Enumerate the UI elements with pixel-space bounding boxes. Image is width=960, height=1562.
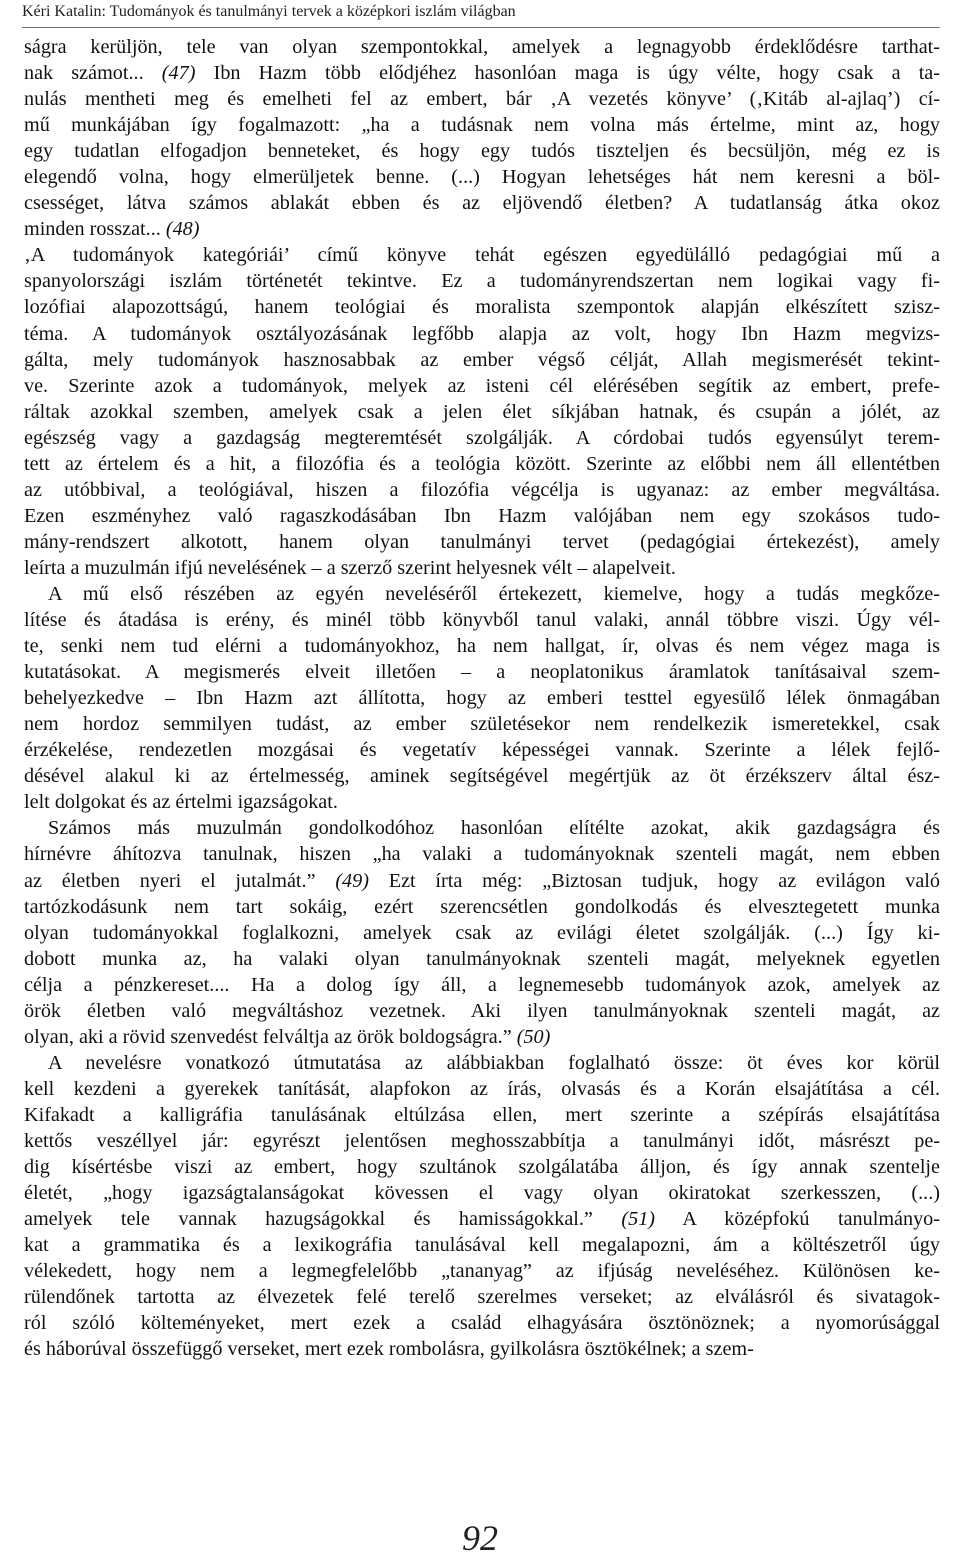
text-fragment: nak számot...: [24, 62, 162, 85]
text-line: [24, 1076, 940, 1102]
text-fragment: lelt dolgokat és az értelmi igazságokat.: [24, 791, 338, 814]
text-fragment: hírnévre áhítozva tanulnak, hiszen „ha valaki a tudományoknak szenteli magát, nem ebben: [24, 843, 940, 866]
text-fragment: ságra kerüljön, tele van olyan szempontokkal, amelyek a legnagyobb érdeklődésre tarthat-: [24, 36, 940, 58]
text-fragment: leírta a muzulmán ifjú nevelésének – a szerző szerint helyesnek vélt – alapelveit.: [24, 556, 676, 579]
footnote-ref: (48): [165, 218, 200, 241]
text-fragment: rülendőnek tartotta az élvezetek felé terelő szerelmes verseket; az elválásról és sivatagok-: [24, 1286, 940, 1309]
text-fragment: désével alakul ki az értelmesség, aminek segítségével megértjük az öt érzékszerv által ész-: [24, 765, 940, 788]
text-fragment: ráltak azokkal szemben, amelyek csak a jelen élet síkjában hatnak, és csupán a jólét, az: [24, 400, 940, 423]
text-line: [24, 1180, 940, 1206]
text-line: [24, 1232, 940, 1258]
text-fragment: amelyek tele vannak hazugságokkal és hamisságokkal.”: [24, 1208, 622, 1231]
text-line: [24, 1336, 940, 1362]
text-line: [24, 268, 940, 294]
text-line: [24, 998, 940, 1024]
text-fragment: az életben nyeri el jutalmát.”: [24, 869, 336, 892]
text-line: [24, 841, 940, 867]
text-line: [24, 633, 940, 659]
text-fragment: és háborúval összefüggő verseket, mert ezek rombolásra, gyilkolásra ösztökélnek; a szem-: [24, 1338, 754, 1361]
body-text: [24, 34, 940, 1362]
text-line: [24, 86, 940, 112]
text-fragment: lítése és átadása is erény, és minél több könyvből tanul valaki, annál többre viszi. Úgy vél-: [24, 609, 940, 632]
text-line: [24, 555, 940, 581]
text-fragment: olyan, aki a rövid szenvedést felváltja az örök boldogságra.”: [24, 1025, 517, 1048]
text-fragment: Kifakadt a kalligráfia tanulásának eltúlzása ellen, mert szerinte a szépírás elsajátítása: [24, 1103, 940, 1126]
text-fragment: A középfokú tanulmányo-: [655, 1208, 940, 1231]
text-line: [24, 347, 940, 373]
text-line: [24, 815, 940, 841]
text-line: [24, 216, 940, 242]
text-line: [24, 373, 940, 399]
text-fragment: életét, „hogy igazságtalanságokat kövessen el vagy olyan okiratokat szerkesszen, (...): [24, 1182, 940, 1205]
text-line: [24, 529, 940, 555]
text-line: [24, 138, 940, 164]
text-fragment: célja a pénzkereset.... Ha a dolog így áll, a legnemesebb tudományok azok, amelyek az: [24, 973, 940, 996]
text-fragment: elegendő volna, hogy elmerüljetek benne. (...) Hogyan lehetséges hát nem keresni a böl-: [24, 166, 940, 189]
text-line: [24, 503, 940, 529]
text-fragment: nem hordoz semmilyen tudást, az ember születésekor nem rendelkezik ismeretekkel, csak: [24, 713, 940, 736]
text-line: [24, 1024, 940, 1050]
text-line: [24, 607, 940, 633]
text-fragment: behelyezkedve – Ibn Hazm azt állította, hogy az emberi testtel egyesülő lélek önmagában: [24, 687, 940, 710]
text-fragment: egészség vagy a gazdagság megteremtését szolgálják. A córdobai tudós egyensúlyt terem-: [24, 426, 940, 449]
text-fragment: Ezt írta még: „Biztosan tudjuk, hogy az evilágon való: [368, 869, 940, 892]
text-fragment: A mű első részében az egyén neveléséről értekezett, kiemelve, hogy a tudás megkőze-: [48, 582, 940, 605]
text-line: [24, 1128, 940, 1154]
text-line: [24, 868, 940, 894]
text-line: [24, 737, 940, 763]
text-line: [24, 763, 940, 789]
text-fragment: Számos más muzulmán gondolkodóhoz hasonlóan elítélte azokat, akik gazdagságra és: [48, 817, 940, 840]
text-line: [24, 1050, 940, 1076]
text-fragment: kell kezdeni a gyerekek tanítását, alapfokon az írás, olvasás és a Korán elsajátítása a cél.: [24, 1077, 940, 1100]
text-line: [24, 685, 940, 711]
text-line: [24, 920, 940, 946]
text-line: [24, 972, 940, 998]
text-fragment: nulás mentheti meg és emelheti fel az embert, bár ‚A vezetés könyve’ (‚Kitáb al-ajlaq’) cí-: [24, 88, 940, 111]
running-title: Kéri Katalin: Tudományok és tanulmányi tervek a középkori iszlám világban: [22, 3, 516, 20]
text-line: [24, 190, 940, 216]
text-line: [24, 34, 940, 60]
text-fragment: ve. Szerinte azok a tudományok, melyek az isteni cél elérésében segítik az embert, prefe-: [24, 374, 940, 397]
text-fragment: spanyolországi iszlám történetét tekintve. Ez a tudományrendszertan nem logikai vagy fi-: [24, 270, 940, 293]
footnote-ref: (49): [335, 869, 369, 892]
text-line: [24, 60, 940, 86]
running-head: [22, 1, 940, 28]
text-fragment: dig kísértésbe viszi az embert, hogy szultánok szolgálatába álljon, és így annak szentelje: [24, 1156, 940, 1179]
text-fragment: kutatásokat. A megismerés elveit illetően – a neoplatonikus áramlatok tanításaival szem-: [24, 661, 940, 684]
text-fragment: kat a grammatika és a lexikográfia tanulásával kell megalapozni, ám a költészetről úgy: [24, 1234, 940, 1257]
text-line: [24, 451, 940, 477]
text-line: [24, 1206, 940, 1232]
text-fragment: mű munkájában így fogalmazott: „ha a tudásnak nem volna más értelme, mint az, hogy: [24, 114, 940, 137]
text-line: [24, 946, 940, 972]
text-fragment: csességet, látva számos ablakát ebben és az eljövendő életben? A tudatlanság átka okoz: [24, 192, 940, 215]
text-fragment: egy tudatlan elfogadjon benneteket, és hogy egy tudós tiszteljen és becsüljön, még ez is: [24, 140, 940, 163]
footnote-ref: (50): [516, 1025, 551, 1048]
text-line: [24, 112, 940, 138]
text-line: [24, 321, 940, 347]
page-number: 92: [462, 1518, 498, 1558]
text-line: [24, 659, 940, 685]
text-line: [24, 1102, 940, 1128]
text-fragment: lozófiai alapozottságú, hanem teológiai és moralista szempontok alapján elkészített szisz-: [24, 296, 940, 319]
text-fragment: ‚A tudományok kategóriái’ című könyve tehát egészen egyedülálló pedagógiai mű a: [24, 244, 940, 267]
text-line: [24, 1154, 940, 1180]
text-fragment: tett az értelem és a hit, a filozófia és a teológia között. Szerinte az előbbi nem áll ellentétben: [24, 452, 940, 475]
text-line: [24, 294, 940, 320]
text-fragment: az utóbbival, a teológiával, hiszen a filozófia végcélja is ugyanaz: az ember megváltása.: [24, 478, 940, 501]
footnote-ref: (51): [621, 1208, 656, 1231]
text-fragment: érzékelése, rendezetlen mozgásai és vegetatív képességei vannak. Szerinte a lélek fejlő-: [24, 739, 940, 762]
text-fragment: téma. A tudományok osztályozásának legfőbb alapja az volt, hogy Ibn Hazm megvizs-: [24, 322, 940, 345]
footnote-ref: (47): [161, 62, 196, 85]
text-fragment: te, senki nem tud elérni a tudományokhoz, ha nem hallgat, ír, olvas és nem végez maga is: [24, 635, 940, 658]
text-line: [24, 425, 940, 451]
text-line: [24, 399, 940, 425]
text-line: [24, 477, 940, 503]
text-fragment: Ibn Hazm több elődjéhez hasonlóan maga is úgy vélte, hogy csak a ta-: [195, 62, 940, 85]
text-fragment: vélekedett, hogy nem a legmegfelelőbb „tananyag” az ifjúság neveléséhez. Különösen ke-: [24, 1260, 940, 1283]
text-line: [24, 1258, 940, 1284]
text-fragment: kettős veszéllyel jár: egyrészt jelentősen meghosszabbítja a tanulmányi időt, másrészt pe-: [24, 1129, 940, 1152]
text-fragment: A nevelésre vonatkozó útmutatása az alábbiakban foglalható össze: öt éves kor körül: [48, 1051, 940, 1074]
text-line: [24, 1310, 940, 1336]
text-line: [24, 711, 940, 737]
text-fragment: olyan tudományokkal foglalkozni, amelyek csak az evilági életet szolgálják. (...) Így ki-: [24, 921, 940, 944]
text-fragment: tartózkodásunk nem tart sokáig, ezért szerencsétlen gondolkodás és elvesztegetett munka: [24, 895, 940, 918]
text-line: [24, 581, 940, 607]
text-fragment: dobott munka az, ha valaki olyan tanulmányoknak szenteli magát, melyeknek egyetlen: [24, 947, 940, 970]
text-fragment: Ezen eszményhez való ragaszkodásában Ibn Hazm valójában nem egy szokásos tudo-: [24, 504, 940, 527]
text-line: [24, 1284, 940, 1310]
text-line: [24, 894, 940, 920]
text-fragment: minden rosszat...: [24, 218, 166, 241]
text-line: [24, 789, 940, 815]
text-fragment: ról szóló költeményeket, mert ezek a család elhagyására ösztönöznek; a nyomorúsággal: [24, 1312, 940, 1335]
text-line: [24, 242, 940, 268]
text-fragment: mány-rendszert alkotott, hanem olyan tanulmányi tervet (pedagógiai értekezést), amely: [24, 530, 940, 553]
text-fragment: gálta, mely tudományok hasznosabbak az ember végső célját, Allah megismerését tekint-: [24, 348, 940, 371]
text-line: [24, 164, 940, 190]
text-fragment: örök életben való megváltáshoz vezetnek. Aki ilyen tanulmányoknak szenteli magát, az: [24, 999, 940, 1022]
